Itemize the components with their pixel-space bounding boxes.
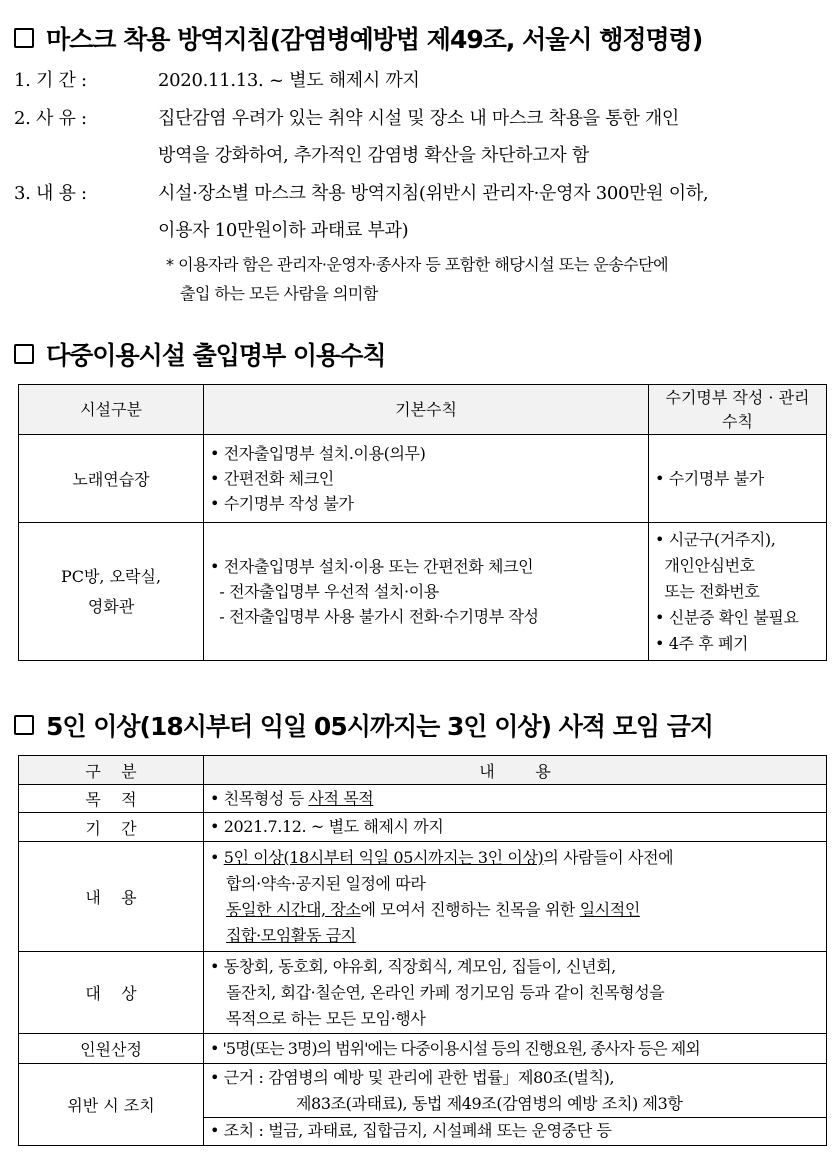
rule-line: 또는 전화번호 xyxy=(655,581,760,601)
row-label: 목 적 xyxy=(19,785,204,813)
table-row xyxy=(19,785,827,813)
item-text: 집단감염 우려가 있는 취약 시설 및 장소 내 마스크 착용을 통한 개인 xyxy=(158,108,680,129)
rule-line: • 4주 후 폐기 xyxy=(655,633,749,653)
checkbox-icon xyxy=(14,344,34,364)
table-row xyxy=(19,952,827,1034)
gathering-ban-table xyxy=(18,755,827,1146)
table-row xyxy=(19,813,827,842)
basic-rules-cell xyxy=(204,435,649,523)
facility-cell xyxy=(19,523,204,661)
content-line: • 조치 : 벌금, 과태료, 집합금지, 시설폐쇄 또는 운영중단 등 xyxy=(204,1117,826,1144)
rule-line: • 수기명부 작성 불가 xyxy=(210,494,354,513)
underlined-text: 5인 이상(18시부터 익일 05시까지는 3인 이상) xyxy=(223,847,544,867)
content-line: • 5인 이상(18시부터 익일 05시까지는 3인 이상)의 사람들이 사전에 xyxy=(210,847,674,867)
entry-log-table xyxy=(18,384,827,661)
section-heading-entry-log xyxy=(14,336,386,372)
row-label: 기 간 xyxy=(19,813,204,842)
rule-line: - 전자출입명부 우선적 설치·이용 xyxy=(210,582,439,601)
content-line: • 근거 : 감염병의 예방 및 관리에 관한 법률」제80조(벌칙), xyxy=(210,1068,615,1087)
rule-line: - 전자출입명부 사용 불가시 전화·수기명부 작성 xyxy=(210,607,539,626)
section-title: 다중이용시설 출입명부 이용수칙 xyxy=(46,341,386,370)
manual-rules-cell xyxy=(649,435,827,523)
table-row xyxy=(19,842,827,952)
checkbox-icon xyxy=(14,28,34,48)
column-header: 구 분 xyxy=(19,756,204,785)
column-header: 시설구분 xyxy=(19,385,204,435)
rule-line: 개인안심번호 xyxy=(655,555,755,575)
row-content xyxy=(204,785,827,813)
rule-line: • 전자출입명부 설치.이용(의무) xyxy=(210,444,426,463)
row-label: 내 용 xyxy=(19,842,204,952)
column-header: 기본수칙 xyxy=(204,385,649,435)
content-text: 에 모여서 진행하는 친목을 위한 xyxy=(360,899,580,919)
section-heading-mask xyxy=(14,20,702,56)
item-text: 이용자 10만원이하 과태료 부과) xyxy=(158,220,409,241)
rule-line: • 전자출입명부 설치·이용 또는 간편전화 체크인 xyxy=(210,557,534,576)
underlined-text: 집합·모임활동 금지 xyxy=(226,925,356,945)
row-content xyxy=(204,842,827,952)
content-line: 돌잔치, 회갑·칠순연, 온라인 카페 정기모임 등과 같이 친목형성을 xyxy=(226,982,665,1002)
row-content xyxy=(204,952,827,1034)
table-row xyxy=(19,435,827,523)
item-label: 3. 내 용 : xyxy=(14,183,87,204)
row-label: 위반 시 조치 xyxy=(19,1064,204,1146)
row-content: • 2021.7.12. ~ 별도 해제시 까지 xyxy=(204,813,827,842)
item-text: 시설·장소별 마스크 착용 방역지침(위반시 관리자·운영자 300만원 이하, xyxy=(158,183,709,204)
facility-cell: 노래연습장 xyxy=(19,435,204,523)
rule-line: • 수기명부 불가 xyxy=(655,469,764,488)
rule-line: • 신분증 확인 불필요 xyxy=(655,607,799,627)
table-row xyxy=(19,1064,827,1146)
content-line: 목적으로 하는 모든 모임·행사 xyxy=(226,1008,426,1028)
section-heading-gathering-ban xyxy=(14,707,713,743)
content-text: 의 사람들이 사전에 xyxy=(543,847,674,867)
item-text: 2020.11.13. ~ 별도 해제시 까지 xyxy=(158,70,420,91)
table-row xyxy=(19,1034,827,1064)
row-label: 인원산정 xyxy=(19,1034,204,1064)
underlined-text: 동일한 시간대, 장소 xyxy=(226,899,361,919)
content-line: 제83조(과태료), 동법 제49조(감염병의 예방 조치) 제3항 xyxy=(296,1094,683,1113)
facility-label: PC방, 오락실, 영화관 xyxy=(60,566,162,616)
section-title: 5인 이상(18시부터 익일 05시까지는 3인 이상) 사적 모임 금지 xyxy=(46,712,714,741)
content-line: • 동창회, 동호회, 야유회, 직장회식, 계모임, 집들이, 신년회, xyxy=(210,956,616,976)
underlined-text: 일시적인 xyxy=(579,899,640,919)
column-header: 수기명부 작성 · 관리수칙 xyxy=(649,385,827,435)
manual-rules-cell xyxy=(649,523,827,661)
table-row xyxy=(19,523,827,661)
row-content xyxy=(204,1064,827,1146)
purpose-text: • 친목형성 등 xyxy=(210,788,309,808)
content-line xyxy=(210,923,826,949)
checkbox-icon xyxy=(14,715,34,735)
note-line: 출입 하는 모든 사람을 의미함 xyxy=(180,284,378,303)
content-line xyxy=(210,897,826,923)
basic-rules-cell xyxy=(204,523,649,661)
content-line: 합의·약속·공지된 일정에 따라 xyxy=(226,873,426,893)
note-line: * 이용자라 함은 관리자·운영자·종사자 등 포함한 해당시설 또는 운송수단에 xyxy=(166,255,669,274)
row-label: 대 상 xyxy=(19,952,204,1034)
item-label: 1. 기 간 : xyxy=(14,70,87,91)
section-title: 마스크 착용 방역지침(감염병예방법 제49조, 서울시 행정명령) xyxy=(46,25,703,54)
rule-line: • 간편전화 체크인 xyxy=(210,469,334,488)
item-text: 방역을 강화하여, 추가적인 감염병 확산을 차단하고자 함 xyxy=(158,145,589,166)
column-header: 내 용 xyxy=(204,756,827,785)
row-content: • '5명(또는 3명)의 범위'에는 다중이용시설 등의 진행요원, 종사자 등은 제외 xyxy=(204,1034,827,1064)
purpose-underlined: 사적 목적 xyxy=(308,788,374,808)
rule-line: • 시군구(거주지), xyxy=(655,529,776,549)
item-label: 2. 사 유 : xyxy=(14,108,87,129)
